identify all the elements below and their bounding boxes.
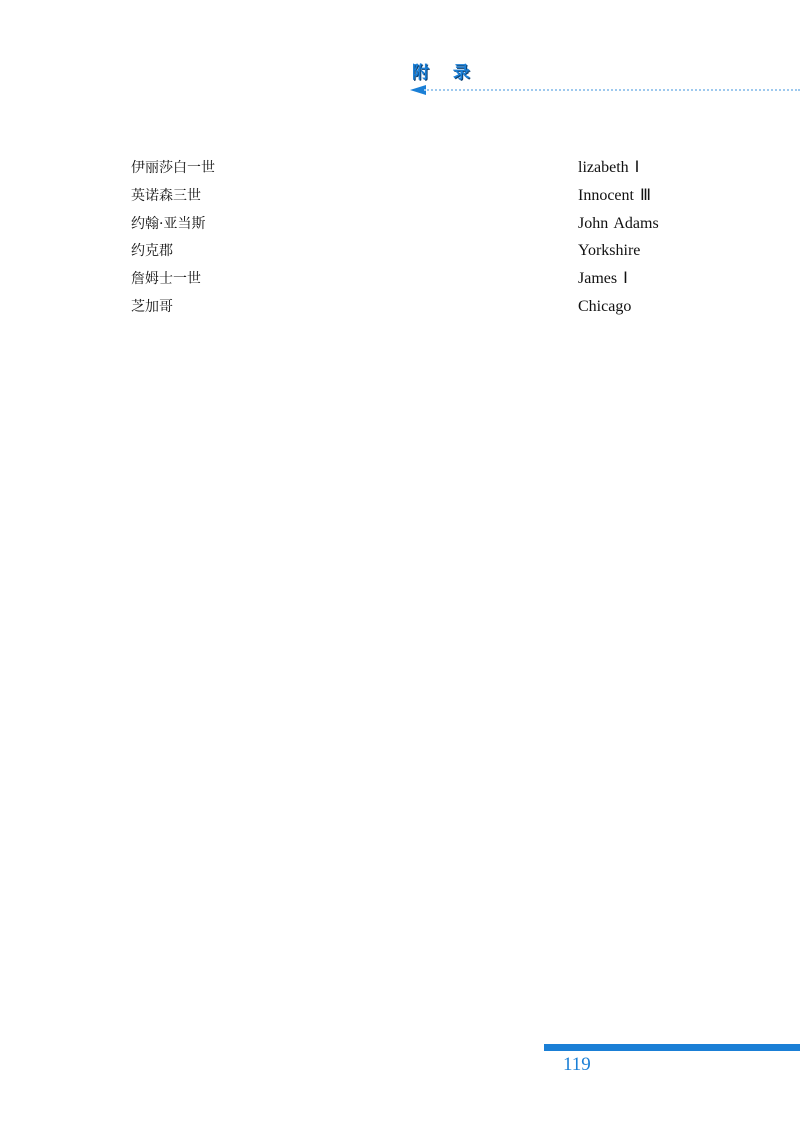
glossary-row <box>131 237 711 265</box>
glossary-row <box>131 265 711 293</box>
chinese-term: 伊丽莎白一世 <box>131 160 215 176</box>
chinese-term: 约克郡 <box>131 243 173 260</box>
page-number: 119 <box>563 1054 591 1075</box>
glossary-row <box>131 210 711 238</box>
chinese-term: 詹姆士一世 <box>131 271 201 288</box>
english-term: Chicago <box>578 297 632 315</box>
chinese-term: 芝加哥 <box>131 298 173 315</box>
chinese-term: 英诺森三世 <box>131 187 201 204</box>
section-title: 附 录 <box>412 63 479 83</box>
english-term: John Adams <box>578 214 659 232</box>
english-term: Innocent Ⅲ <box>578 186 652 204</box>
footer-accent-bar <box>544 1044 800 1051</box>
header-dotted-rule <box>424 89 800 91</box>
english-term: Yorkshire <box>578 242 641 260</box>
english-term: lizabeth Ⅰ <box>578 159 640 176</box>
english-term: James Ⅰ <box>578 270 628 288</box>
glossary-row <box>131 293 711 321</box>
glossary-list <box>131 154 711 321</box>
glossary-row <box>131 182 711 210</box>
glossary-row <box>131 154 711 182</box>
chinese-term: 约翰·亚当斯 <box>131 215 206 232</box>
